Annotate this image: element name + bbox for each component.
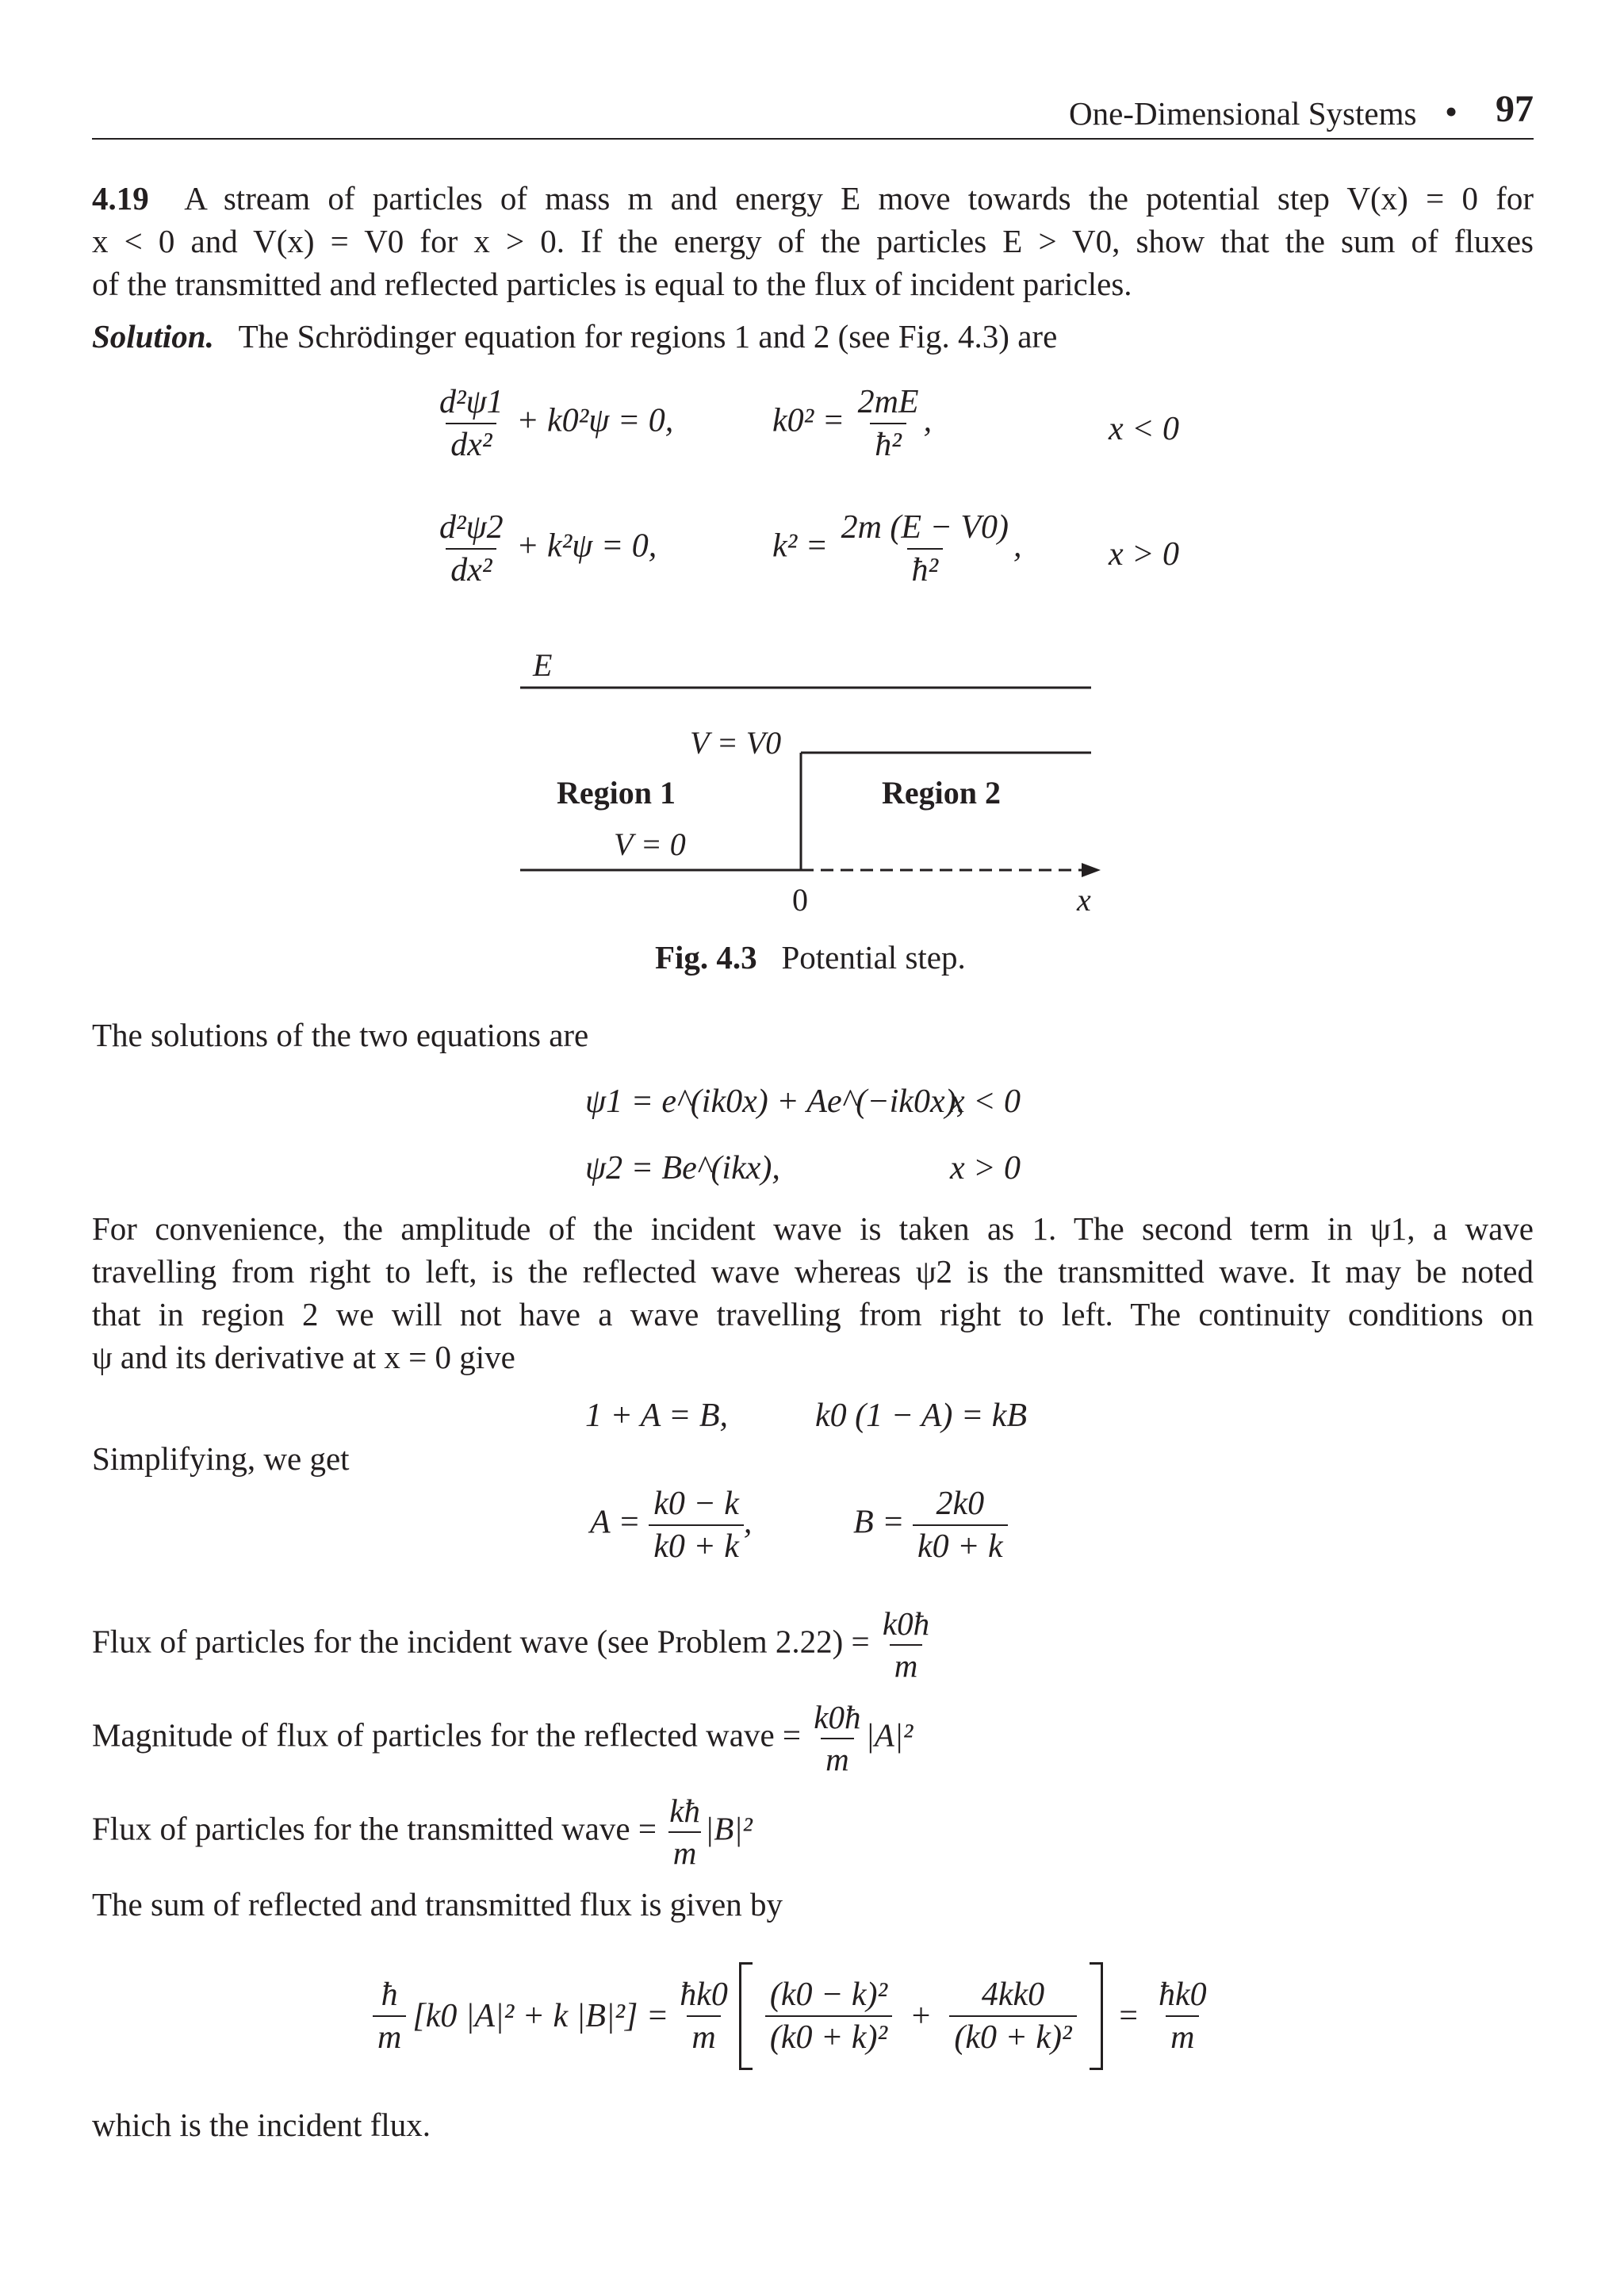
x-axis-arrowhead: [1082, 863, 1101, 877]
continuity-eq-1: 1 + A = B,: [585, 1397, 728, 1434]
figure-caption: [655, 936, 966, 979]
problem-line-3: of the transmitted and reflected particles is equal to the flux of incident paricles.: [92, 266, 1132, 302]
final-f2: $\frac{ħk0}{m}$: [680, 1976, 728, 2056]
final-f4: $\frac{4kk0}{\text{(k0 + k)²}}$: [949, 1977, 1076, 2055]
final-equals: =: [1116, 1998, 1139, 2034]
solution-intro: [92, 315, 1057, 358]
convenience-line-3: that in region 2 we will not have a wave travelling from right to left. The continuity conditions on: [92, 1296, 1534, 1332]
region-2-label: Region 2: [882, 775, 1001, 811]
eq2-lhs-fraction: $\frac{\text{d²ψ2}}{\text{dx²}}$: [439, 509, 504, 589]
A-fraction: $\frac{k0 - k}{k0 + k}$: [649, 1486, 744, 1564]
final-f1: $\frac{ħ}{m}$: [373, 1977, 406, 2055]
schrodinger-eq-1: [435, 385, 673, 462]
sum-intro: The sum of reflected and transmitted flux is given by: [92, 1886, 783, 1923]
energy-label: E: [533, 647, 553, 683]
solution-label: Solution.: [92, 318, 214, 355]
final-equation: [373, 1962, 1212, 2070]
header-bullet: •: [1445, 91, 1458, 132]
simplifying-text: Simplifying, we get: [92, 1440, 350, 1477]
transmitted-flux: Flux of particles for the transmitted wave = $\frac{kħ}{m}$ |B|²: [92, 1792, 753, 1872]
problem-number: 4.19: [92, 180, 149, 217]
running-header: [1069, 92, 1416, 135]
incident-flux-fraction: $\frac{k0ħ}{m}$: [882, 1605, 930, 1685]
k0-fraction: $\frac{2mE}{\text{ħ²}}$: [857, 384, 919, 464]
zero-potential-label: V = 0: [614, 826, 686, 862]
final-f3: $\frac{\text{(k0 − k)²}}{\text{(k0 + k)²}}$: [765, 1977, 892, 2055]
final-plus: +: [910, 1998, 933, 2034]
convenience-paragraph: [92, 1207, 1534, 1378]
origin-label: 0: [792, 882, 808, 918]
eq2-term: + k²ψ = 0,: [516, 527, 657, 565]
right-square-bracket: [1090, 1962, 1103, 2070]
figure-caption-number: Fig. 4.3: [655, 939, 757, 976]
coefficient-B: B = $\frac{2k0}{k0 + k}$: [853, 1486, 1008, 1564]
coefficient-A: A = $\frac{k0 - k}{k0 + k}$ ,: [590, 1486, 753, 1566]
B-fraction: $\frac{2k0}{k0 + k}$: [913, 1486, 1008, 1564]
x-axis-label: x: [1077, 882, 1091, 918]
psi1-solution: ψ1 = e^(ik0x) + Ae^(−ik0x),: [585, 1083, 965, 1120]
left-square-bracket: [739, 1962, 753, 2070]
problem-statement: [92, 177, 1534, 305]
step-height-label: V = V0: [690, 725, 782, 761]
solutions-intro: The solutions of the two equations are: [92, 1017, 589, 1053]
schrodinger-eq-2: [435, 510, 657, 588]
reflected-flux: Magnitude of flux of particles for the reflected wave = $\frac{k0ħ}{m}$ |A|²: [92, 1699, 914, 1778]
page-number: 97: [1496, 88, 1534, 130]
continuity-eq-2: k0 (1 − A) = kB: [815, 1397, 1027, 1434]
eq1-term: + k0²ψ = 0,: [516, 402, 674, 439]
problem-line-1: 4.19 A stream of particles of mass m and energy E move towards the potential step V(x) = 0 for: [92, 180, 1534, 217]
final-f5: $\frac{ħk0}{m}$: [1158, 1976, 1207, 2056]
header-rule: [92, 138, 1534, 140]
solution-intro-text: The Schrödinger equation for regions 1 and 2 (see Fig. 4.3) are: [238, 318, 1058, 355]
eq1-lhs-fraction: $\frac{\text{d²ψ1}}{\text{dx²}}$: [439, 384, 504, 464]
psi2-domain: x > 0: [950, 1150, 1021, 1187]
psi1-domain: x < 0: [950, 1083, 1021, 1120]
transmitted-flux-fraction: $\frac{kħ}{m}$: [669, 1792, 700, 1872]
k0-definition: k0² = $\frac{2mE}{\text{ħ²}}$ ,: [772, 384, 933, 464]
reflected-flux-fraction: $\frac{k0ħ}{m}$: [814, 1699, 861, 1778]
domain-eq-2: x > 0: [1109, 536, 1179, 573]
convenience-line-1: For convenience, the amplitude of the incident wave is taken as 1. The second term in ψ1, a wave: [92, 1210, 1534, 1247]
problem-line-2: x < 0 and V(x) = V0 for x > 0. If the energy of the particles E > V0, show that the sum of fluxes: [92, 223, 1534, 259]
domain-eq-1: x < 0: [1109, 411, 1179, 447]
region-1-label: Region 1: [557, 775, 676, 811]
potential-step-figure: [0, 635, 1624, 976]
convenience-line-2: travelling from right to left, is the reflected wave whereas ψ2 is the transmitted wave. It may be noted: [92, 1253, 1534, 1290]
figure-caption-text: Potential step.: [781, 939, 966, 976]
conclusion: which is the incident flux.: [92, 2107, 431, 2143]
running-title: One-Dimensional Systems: [1069, 95, 1417, 132]
incident-flux: Flux of particles for the incident wave (see Problem 2.22) = $\frac{k0ħ}{m}$: [92, 1607, 934, 1683]
final-bracket-expr: [k0 |A|² + k |B|²] =: [412, 1998, 669, 2034]
k-fraction: $\frac{2m (E - V0)}{\text{ħ²}}$: [841, 509, 1009, 589]
convenience-line-4: ψ and its derivative at x = 0 give: [92, 1339, 515, 1375]
psi2-solution: ψ2 = Be^(ikx),: [585, 1150, 780, 1187]
k-definition: k² = $\frac{2m (E - V0)}{\text{ħ²}}$ ,: [772, 509, 1022, 589]
